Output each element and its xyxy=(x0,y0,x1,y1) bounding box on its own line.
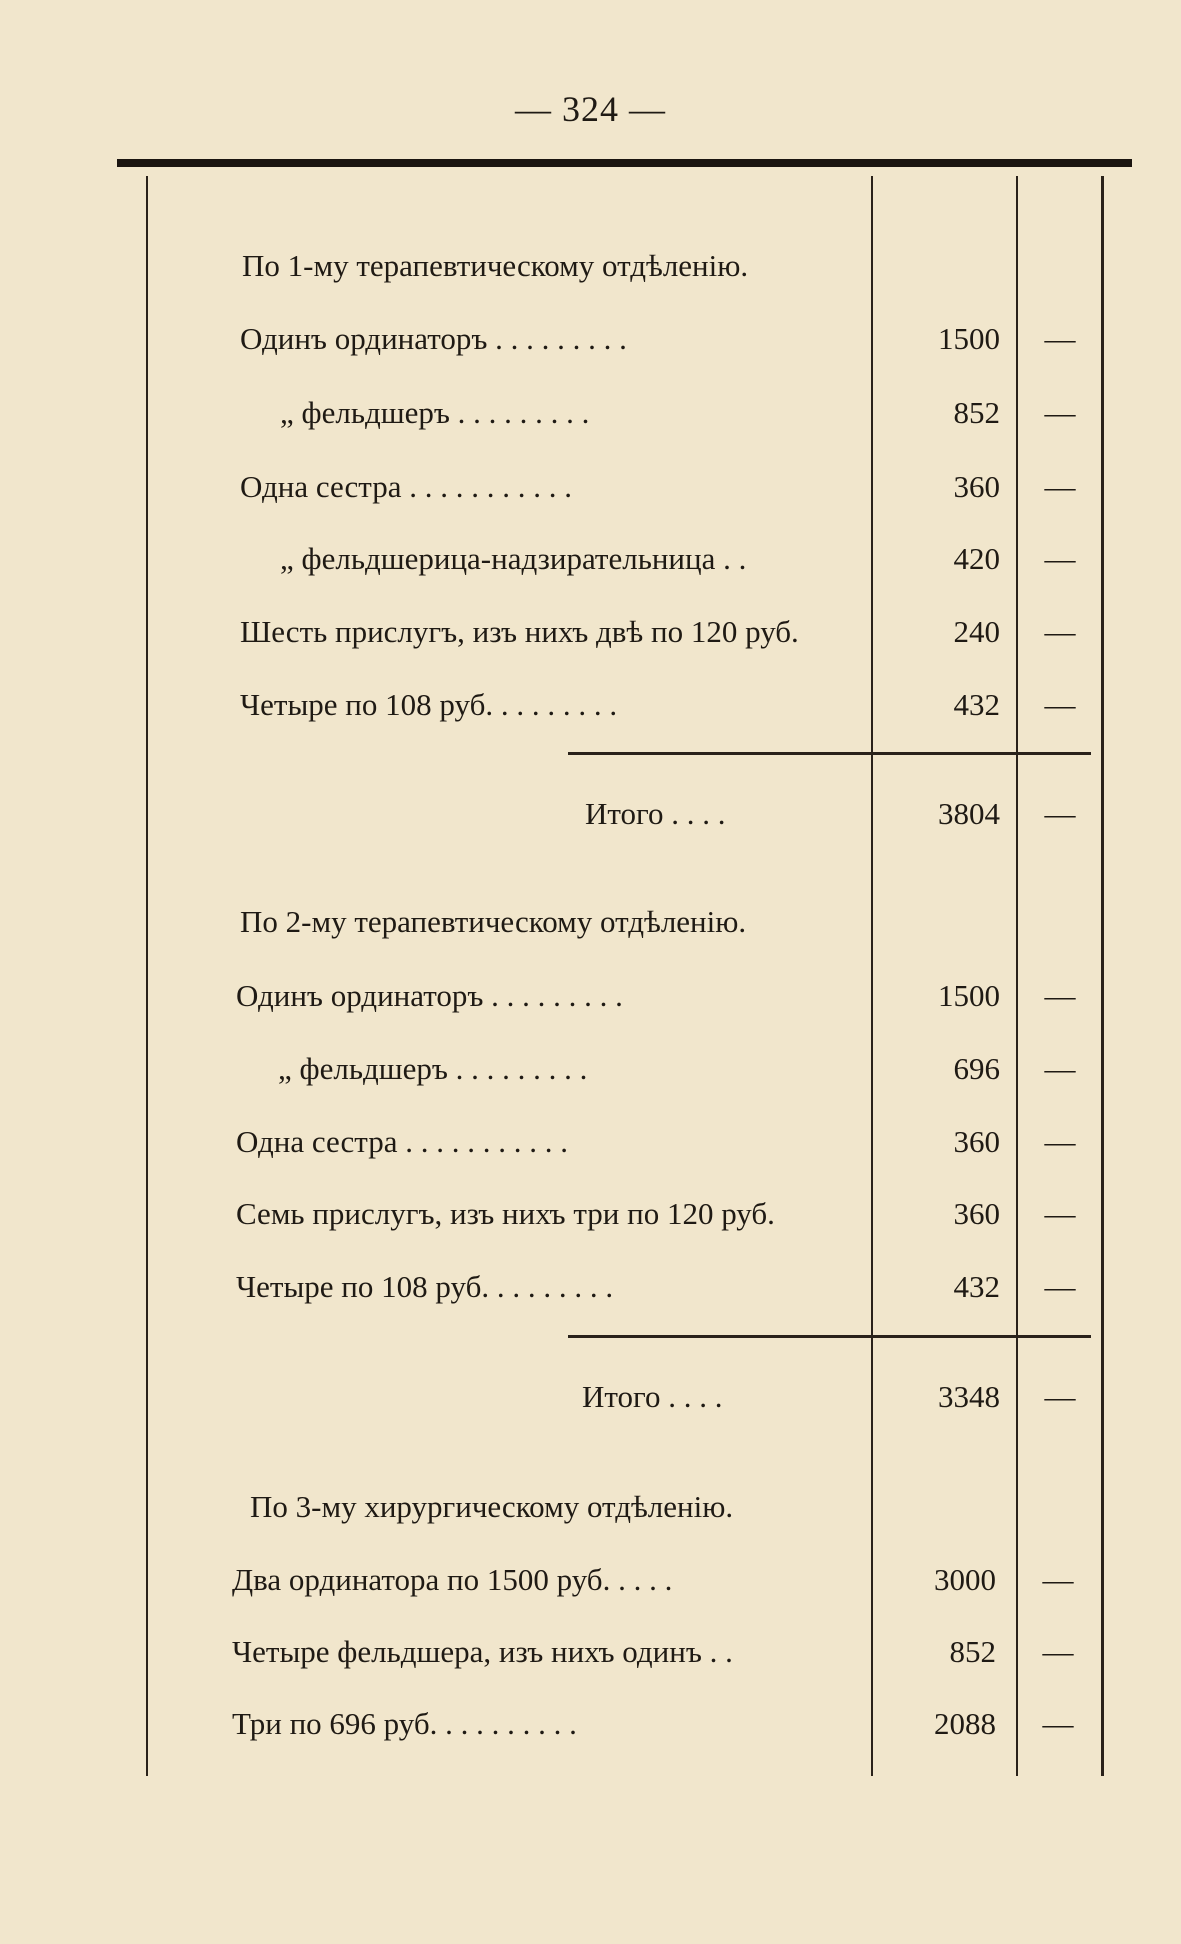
section-1-total-label: Итого . . . . xyxy=(585,796,726,831)
section-1-row-2-extra: — xyxy=(1044,395,1076,430)
section-1-total-amount: 3804 xyxy=(938,796,1000,831)
section-2-total-label: Итого . . . . xyxy=(582,1379,723,1414)
section-2-row-2-extra: — xyxy=(1044,1051,1076,1086)
page-number: — 324 — xyxy=(515,89,666,129)
section-1-row-5-amount: 240 xyxy=(953,614,1000,649)
section-1-row-3-label: Одна сестра . . . . . . . . . . . xyxy=(240,469,572,504)
section-3-row-1-extra: — xyxy=(1042,1562,1074,1597)
section-3-row-1-amount: 3000 xyxy=(934,1562,996,1597)
section-2-row-3-label: Одна сестра . . . . . . . . . . . xyxy=(236,1124,568,1159)
top-rule xyxy=(117,159,1132,167)
section-2-total-amount: 3348 xyxy=(938,1379,1000,1414)
section-2-row-4-amount: 360 xyxy=(953,1196,1000,1231)
section-3-row-3-amount: 2088 xyxy=(934,1706,996,1741)
section-2-row-4-extra: — xyxy=(1044,1196,1076,1231)
section-2-total-extra: — xyxy=(1044,1379,1076,1414)
section-1-total-rule xyxy=(568,752,1091,755)
section-2-row-5-extra: — xyxy=(1044,1269,1076,1304)
section-1-heading: По 1-му терапевтическому отдѣленію. xyxy=(242,248,749,283)
section-1-row-1-extra: — xyxy=(1044,321,1076,356)
section-1-total-extra: — xyxy=(1044,796,1076,831)
section-1-row-5-extra: — xyxy=(1044,614,1076,649)
section-3-row-2-label: Четыре фельдшера, изъ нихъ одинъ . . xyxy=(232,1634,733,1669)
section-2-row-2-label: „ фельдшеръ . . . . . . . . . xyxy=(278,1051,588,1086)
right-vertical-rule xyxy=(1101,176,1104,1776)
section-1-row-4-label: „ фельдшерица-надзирательница . . xyxy=(280,541,747,576)
section-3-row-1-label: Два ординатора по 1500 руб. . . . . xyxy=(232,1562,673,1597)
section-3-row-2-extra: — xyxy=(1042,1634,1074,1669)
section-3-row-3-extra: — xyxy=(1042,1706,1074,1741)
section-1-row-2-label: „ фельдшеръ . . . . . . . . . xyxy=(280,395,590,430)
amount-column-right-rule xyxy=(1016,176,1018,1776)
section-1-row-2-amount: 852 xyxy=(953,395,1000,430)
section-1-row-5-label: Шесть прислугъ, изъ нихъ двѣ по 120 руб. xyxy=(240,614,799,649)
amount-column-left-rule xyxy=(871,176,873,1776)
section-1-row-4-extra: — xyxy=(1044,541,1076,576)
section-2-total-rule xyxy=(568,1335,1091,1338)
section-2-row-1-amount: 1500 xyxy=(938,978,1000,1013)
section-1-row-4-amount: 420 xyxy=(953,541,1000,576)
section-1-row-3-extra: — xyxy=(1044,469,1076,504)
section-3-row-3-label: Три по 696 руб. . . . . . . . . . xyxy=(232,1706,577,1741)
section-2-row-3-amount: 360 xyxy=(953,1124,1000,1159)
section-1-row-1-label: Одинъ ординаторъ . . . . . . . . . xyxy=(240,321,627,356)
section-2-heading: По 2-му терапевтическому отдѣленію. xyxy=(240,904,747,939)
left-vertical-rule xyxy=(146,176,148,1776)
section-1-row-1-amount: 1500 xyxy=(938,321,1000,356)
section-2-row-2-amount: 696 xyxy=(953,1051,1000,1086)
section-1-row-6-amount: 432 xyxy=(953,687,1000,722)
section-1-row-6-extra: — xyxy=(1044,687,1076,722)
section-2-row-1-extra: — xyxy=(1044,978,1076,1013)
section-2-row-5-amount: 432 xyxy=(953,1269,1000,1304)
section-1-row-6-label: Четыре по 108 руб. . . . . . . . . xyxy=(240,687,618,722)
section-3-row-2-amount: 852 xyxy=(949,1634,996,1669)
section-2-row-3-extra: — xyxy=(1044,1124,1076,1159)
section-1-row-3-amount: 360 xyxy=(953,469,1000,504)
section-2-row-4-label: Семь прислугъ, изъ нихъ три по 120 руб. xyxy=(236,1196,775,1231)
section-2-row-5-label: Четыре по 108 руб. . . . . . . . . xyxy=(236,1269,614,1304)
section-2-row-1-label: Одинъ ординаторъ . . . . . . . . . xyxy=(236,978,623,1013)
section-3-heading: По 3-му хирургическому отдѣленію. xyxy=(250,1489,734,1524)
